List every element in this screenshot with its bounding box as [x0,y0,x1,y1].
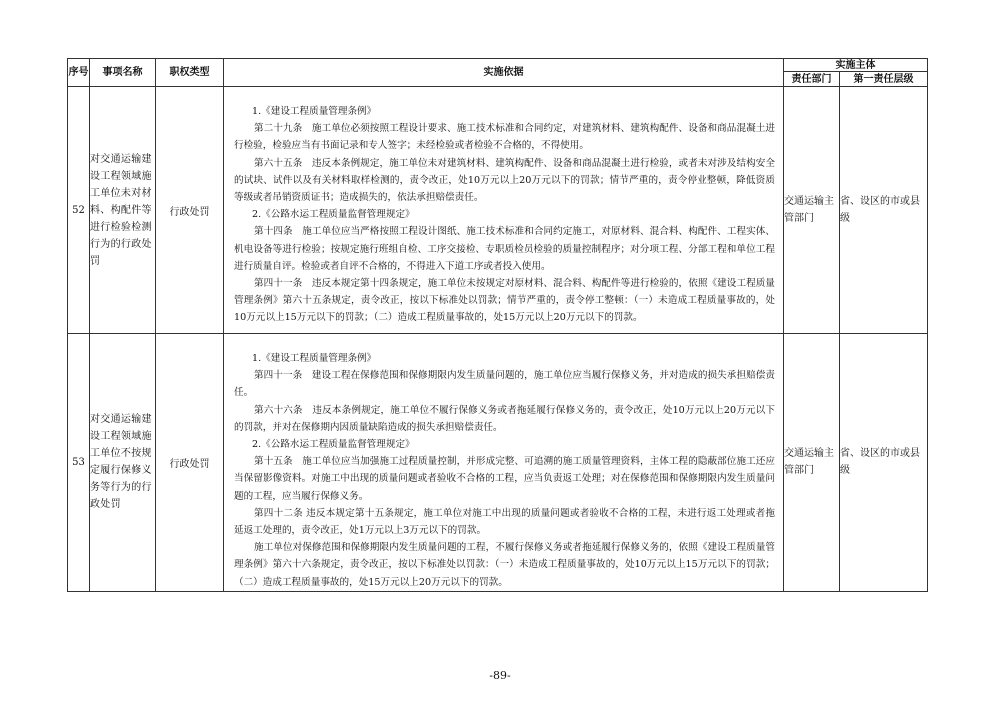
row-power-type: 行政处罚 [156,334,224,592]
basis-paragraph: 第十四条 施工单位应当严格按照工程设计图纸、施工技术标准和合同约定施工，对原材料、混合料、构配件、工程实体、机电设备等进行检验；按规定施行班组自检、工序交接检、专职质检员检验的质量控制程序；对分项工程、分部工程和单位工程进行质量自评。检验或者自评不合格的，不得进入下道工序或者投入使用。 [234,226,775,272]
header-level: 第一责任层级 [840,72,928,87]
basis-paragraph: 第二十九条 施工单位必须按照工程设计要求、施工技术标准和合同约定，对建筑材料、建筑构配件、设备和商品混凝土进行检验，检验应当有书面记录和专人签字；未经检验或者检验不合格的，不得使用。 [234,123,775,152]
basis-paragraph: 2.《公路水运工程质量监督管理规定》 [252,439,415,451]
row-responsibility-level: 省、设区的市或县级 [840,334,928,592]
basis-paragraph: 第四十一条 违反本规定第十四条规定，施工单位未按规定对原材料、混合料、构配件等进行检验的，依照《建设工程质量管理条例》第六十五条规定，责令改正，按以下标准处以罚款；情节严重的，责令停工整顿：（一）未造成工程质量事故的，处10万元以上15万元以下的罚款；（二）造成工程质量事故的，处15万元以上20万元以下的罚款。 [234,278,775,324]
basis-paragraph: 第四十一条 建设工程在保修范围和保修期限内发生质量问题的，施工单位应当履行保修义务，并对造成的损失承担赔偿责任。 [234,370,775,399]
row-basis [224,87,784,334]
basis-paragraph: 1.《建设工程质量管理条例》 [252,106,377,117]
header-basis: 实施依据 [224,59,784,87]
row-item-name: 对交通运输建设工程领域施工单位不按规定履行保修义务等行为的行政处罚 [90,334,156,592]
basis-paragraph: 2.《公路水运工程质量监督管理规定》 [252,209,415,221]
row-responsible-dept: 交通运输主管部门 [784,334,840,592]
row-responsibility-level: 省、设区的市或县级 [840,87,928,334]
basis-paragraph: 施工单位对保修范围和保修期限内发生质量问题的工程，不履行保修义务或者拖延履行保修义务的，依照《建设工程质量管理条例》第六十六条规定，责令改正，按以下标准处以罚款：（一）未造成工程质量事故的，处10万元以上15万元以下的罚款；（二）造成工程质量事故的，处15万元以上20万元以下的罚款。 [234,542,775,588]
header-type: 职权类型 [156,59,224,87]
basis-paragraph: 第四十二条 违反本规定第十五条规定，施工单位对施工中出现的质量问题或者验收不合格的工程，未进行返工处理或者拖延返工处理的，责令改正，处1万元以上3万元以下的罚款。 [234,507,775,537]
row-responsible-dept: 交通运输主管部门 [784,87,840,334]
basis-paragraph: 1.《建设工程质量管理条例》 [252,353,377,364]
header-subject: 实施主体 [784,59,928,72]
row-basis [224,334,784,592]
table-row [68,334,928,592]
row-seq: 53 [68,334,90,592]
basis-paragraph: 第六十六条 违反本条例规定，施工单位不履行保修义务或者拖延履行保修义务的，责令改正，处10万元以上20万元以下的罚款，并对在保修期内因质量缺陷造成的损失承担赔偿责任。 [234,404,775,433]
basis-paragraph: 第十五条 施工单位应当加强施工过程质量控制，并形成完整、可追溯的施工质量管理资料，主体工程的隐蔽部位施工还应当保留影像资料。对施工中出现的质量问题或者验收不合格的工程，应当负责返工处理；对在保修范围和保修期限内发生质量问题的工程，应当履行保修义务。 [234,456,775,502]
row-power-type: 行政处罚 [156,87,224,334]
enforcement-table [67,58,928,592]
header-name: 事项名称 [90,59,156,87]
row-item-name: 对交通运输建设工程领域施工单位未对材料、构配件等进行检验检测行为的行政处罚 [90,87,156,334]
header-seq: 序号 [68,59,90,87]
basis-paragraph: 第六十五条 违反本条例规定，施工单位未对建筑材料、建筑构配件、设备和商品混凝土进行检验，或者未对涉及结构安全的试块、试件以及有关材料取样检测的，责令改正，处10万元以上20万元以下的罚款；情节严重的，责令停业整顿，降低资质等级或者吊销资质证书；造成损失的，依法承担赔偿责任。 [234,157,775,204]
row-seq: 52 [68,87,90,334]
page-number: -89- [489,669,511,682]
header-dept: 责任部门 [784,72,840,87]
table-row [68,87,928,334]
